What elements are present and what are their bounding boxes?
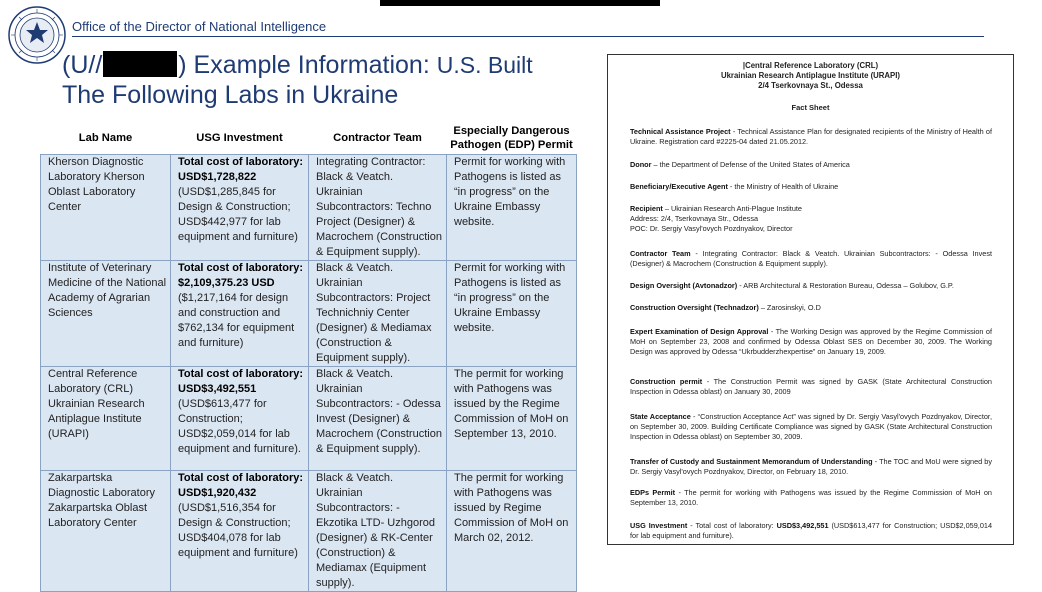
cost-detail: (USD$1,285,845 for Design & Construction; USD$442,977 for lab equipment and furniture) [178,186,298,243]
fact-section-state-acceptance: State Acceptance - “Construction Acceptance Act” was signed by Dr. Sergiy Vasyl'ovych Pozdnyakov, Director, on September 30, 2009. Building Certificate Compliance was signed by GASK (State Architectural Construction Inspection in Odessa oblast) on September 30, 2009. [630,412,992,441]
cost-label: Total cost of laboratory: [178,156,304,168]
fact-section-construction-oversight: Construction Oversight (Technadzor) – Zarosinskyi, O.D [630,303,821,312]
cost-amount: USD$3,492,551 [178,383,257,395]
usg-investment-cell [171,261,309,367]
cost-label: Total cost of laboratory: [178,262,304,274]
title-line1-end: U.S. Built [436,52,533,78]
fact-sheet-header-line: Ukrainian Research Antiplague Institute (URAPI) [720,71,901,80]
title-redaction [103,51,177,77]
permit-cell: Permit for working with Pathogens is listed as “in progress” on the Ukraine Embassy website. [447,155,577,261]
labs-table [40,122,577,592]
cost-detail: ($1,217,164 for design and construction and $762,134 for equipment and furniture) [178,292,295,349]
fact-section-technical-assistance: Technical Assistance Project - Technical Assistance Plan for designated recipients of the Ministry of Health of Ukraine. Registration card #2225-04 dated 21.05.2012. [630,127,993,146]
column-header-lab-name: Lab Name [41,122,171,155]
fact-section-donor: Donor – the Department of Defense of the United States of America [630,160,850,169]
column-header-contractor-team: Contractor Team [309,122,447,155]
contractor-cell: Integrating Contractor: Black & Veatch. Ukrainian Subcontractors: Techno Project (Designer) & Macrochem (Construction & Equipment supply). [309,155,447,261]
permit-cell: Permit for working with Pathogens is listed as “in progress” on the Ukraine Embassy website. [447,261,577,367]
title-suffix: ) Example Information: [178,51,430,79]
lab-name-cell: Kherson Diagnostic Laboratory Kherson Oblast Laboratory Center [41,155,171,261]
fact-sheet-title: Fact Sheet [791,103,830,112]
usg-investment-cell [171,367,309,471]
permit-cell: The permit for working with Pathogens was issued by Regime Commission of MoH on March 02, 2012. [447,471,577,592]
table-header-row [41,122,577,155]
cost-amount: USD$1,920,432 [178,487,257,499]
cost-label: Total cost of laboratory: [178,368,304,380]
cost-amount: $2,109,375.23 USD [178,277,275,289]
fact-section-expert-examination: Expert Examination of Design Approval - The Working Design was approved by the Regime Commission of MoH on September 23, 2008 and confirmed by Odessa Oblast SES on December 30, 2009. The Working Design was approved by Odessa “Ukrbudderzhexpertise” on January 19, 2009. [630,327,993,356]
lab-name-cell: Institute of Veterinary Medicine of the National Academy of Agrarian Sciences [41,261,171,367]
table-row [41,471,577,592]
contractor-cell: Black & Veatch. Ukrainian Subcontractors: - Odessa Invest (Designer) & Macrochem (Construction & Equipment supply). [309,367,447,471]
lab-name-cell: Zakarpartska Diagnostic Laboratory Zakarpartska Oblast Laboratory Center [41,471,171,592]
fact-section-transfer-of-custody: Transfer of Custody and Sustainment Memorandum of Understanding - The TOC and MoU were signed by Dr. Sergiy Vasyl'ovych Pozdnyakov, Director, on February 18, 2010. [630,457,992,476]
table-row [41,367,577,471]
header-organization: Office of the Director of National Intelligence [72,19,327,34]
fact-sheet-header-line: |Central Reference Laboratory (CRL) [742,61,879,70]
column-header-edp-permit: Especially Dangerous Pathogen (EDP) Permit [447,122,577,155]
title-prefix: (U// [62,51,103,79]
contractor-cell: Black & Veatch. Ukrainian Subcontractors: Project Technichniy Center (Designer) & Mediamax (Construction & Equipment supply). [309,261,447,367]
column-header-usg-investment: USG Investment [171,122,309,155]
cost-amount: USD$1,728,822 [178,171,257,183]
fact-section-recipient: Recipient – Ukrainian Research Anti-Plague Institute Address: 2/4, Tserkovnaya Str., Odessa POC: Dr. Sergiy Vasyl'ovych Pozdnyakov, Director [630,204,802,233]
contractor-cell: Black & Veatch. Ukrainian Subcontractors: - Ekzotika LTD- Uzhgorod (Designer) & RK-Center (Construction) & Mediamax (Equipment supply). [309,471,447,592]
fact-sheet-header-line: 2/4 Tserkovnaya St., Odessa [758,81,863,90]
header-divider [72,36,984,37]
fact-section-edps-permit: EDPs Permit - The permit for working with Pathogens was issued by the Regime Commission of MoH on September 13, 2010. [630,488,992,507]
permit-cell: The permit for working with Pathogens was issued by the Regime Commission of MoH on September 13, 2010. [447,367,577,471]
odni-seal-icon [8,6,66,64]
title-line2: The Following Labs in Ukraine [62,81,399,109]
page-title [62,50,602,110]
fact-section-contractor-team: Contractor Team - Integrating Contractor: Black & Veatch. Ukrainian Subcontractors: - Odessa Invest (Designer) & Macrochem (Construction & Equipment supply). [630,249,992,268]
usg-investment-cell [171,155,309,261]
fact-section-design-oversight: Design Oversight (Avtonadzor) - ARB Architectural & Restoration Bureau, Odessa – Golubov, G.P. [630,281,954,290]
lab-name-cell: Central Reference Laboratory (CRL) Ukrainian Research Antiplague Institute (URAPI) [41,367,171,471]
cost-detail: (USD$613,477 for Construction; USD$2,059,014 for lab equipment and furniture). [178,398,301,455]
cost-detail: (USD$1,516,354 for Design & Construction; USD$404,078 for lab equipment and furniture) [178,502,298,559]
fact-section-usg-investment: USG Investment - Total cost of laboratory: USD$3,492,551 (USD$613,477 for Construction; USD$2,059,014 for lab equipment and furniture). [630,521,992,540]
top-redaction-bar [380,0,660,6]
fact-section-beneficiary: Beneficiary/Executive Agent - the Ministry of Health of Ukraine [630,182,839,191]
fact-sheet-document [607,54,1014,545]
table-row [41,261,577,367]
table-row [41,155,577,261]
usg-investment-cell [171,471,309,592]
fact-section-construction-permit: Construction permit - The Construction Permit was signed by GASK (State Architectural Construction Inspection in Odessa oblast) on January 30, 2009 [630,377,992,396]
fact-sheet-header [608,61,1013,91]
cost-label: Total cost of laboratory: [178,472,304,484]
